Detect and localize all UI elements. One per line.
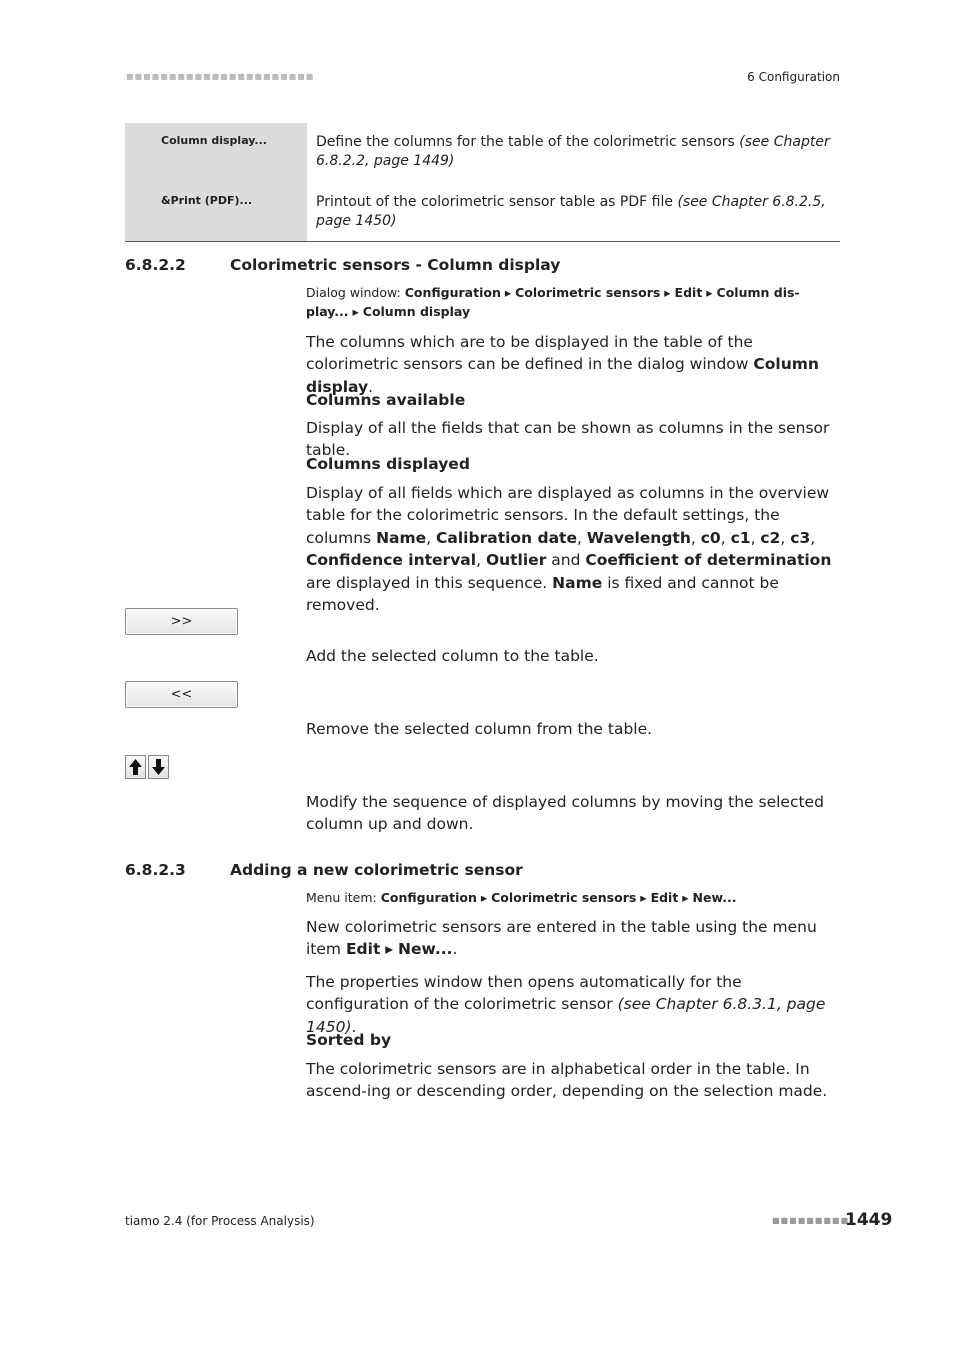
move-buttons: [125, 755, 169, 779]
page-number: 1449: [845, 1210, 893, 1230]
section-number: 6.8.2.2: [125, 256, 186, 274]
move-down-button[interactable]: [148, 755, 169, 779]
table-value: Define the columns for the table of the colorimetric sensors (see Chapter 6.8.2.2, page 1449): [316, 134, 830, 169]
subheading-sorted-by: Sorted by: [306, 1031, 392, 1049]
remove-column-button[interactable]: <<: [125, 681, 238, 708]
remove-column-text: Remove the selected column from the table.: [306, 720, 653, 738]
chapter-reference[interactable]: (see Chapter 6.8.2.5, page 1450): [316, 194, 826, 229]
columns-available-text: Display of all the fields that can be shown as columns in the sensor table.: [306, 419, 830, 460]
add-column-button[interactable]: >>: [125, 608, 238, 635]
chapter-reference[interactable]: (see Chapter 6.8.2.2, page 1449): [316, 134, 830, 169]
footer-decoration: ■■■■■■■■■: [772, 1216, 850, 1225]
add-column-text: Add the selected column to the table.: [306, 647, 599, 665]
properties-paragraph: The properties window then opens automatically for the configuration of the colorimetric sensor (see Chapter 6.8.3.1, page 1450).: [306, 973, 826, 1036]
new-sensor-paragraph: New colorimetric sensors are entered in the table using the menu item Edit ▸ New....: [306, 918, 817, 959]
move-up-button[interactable]: [125, 755, 146, 779]
header-decoration: ■■■■■■■■■■■■■■■■■■■■■■: [126, 72, 315, 81]
menu-path: Menu item: Configuration ▸ Colorimetric sensors ▸ Edit ▸ New...: [306, 890, 737, 905]
header-chapter: 6 Configuration: [747, 70, 840, 84]
table-row: [125, 123, 840, 183]
sorted-by-text: The colorimetric sensors are in alphabetical order in the table. In ascend-ing or descending order, depending on the selection made.: [306, 1060, 828, 1101]
table-row: [125, 183, 840, 241]
button-description-table: [125, 123, 840, 242]
columns-displayed-text: Display of all fields which are displayed as columns in the overview table for the colorimetric sensors. In the default settings, the columns Name, Calibration date, Wavelength, c0, c1, c2, c3, Confidence interval, Outlier and Coefficient of determination are displayed in this sequence. Name is fixed and cannot be removed.: [306, 484, 832, 615]
dialog-path: Dialog window: Configuration ▸ Colorimetric sensors ▸ Edit ▸ Column dis-play... ▸ Column display: [306, 285, 800, 319]
arrow-down-icon: [151, 758, 166, 776]
arrow-up-icon: [128, 758, 143, 776]
table-key: Column display...: [125, 123, 307, 183]
table-key: &Print (PDF)...: [125, 183, 307, 241]
footer-product: tiamo 2.4 (for Process Analysis): [125, 1214, 315, 1228]
section-title: Adding a new colorimetric sensor: [230, 861, 523, 879]
intro-paragraph: The columns which are to be displayed in the table of the colorimetric sensors can be defined in the dialog window Column display.: [306, 333, 819, 396]
section-title: Colorimetric sensors - Column display: [230, 256, 561, 274]
subheading-columns-displayed: Columns displayed: [306, 455, 470, 473]
chapter-reference[interactable]: (see Chapter 6.8.3.1, page 1450): [306, 995, 826, 1036]
section-number: 6.8.2.3: [125, 861, 186, 879]
subheading-columns-available: Columns available: [306, 391, 466, 409]
table-value: Printout of the colorimetric sensor table as PDF file (see Chapter 6.8.2.5, page 1450): [316, 194, 826, 229]
move-column-text: Modify the sequence of displayed columns by moving the selected column up and down.: [306, 793, 824, 834]
